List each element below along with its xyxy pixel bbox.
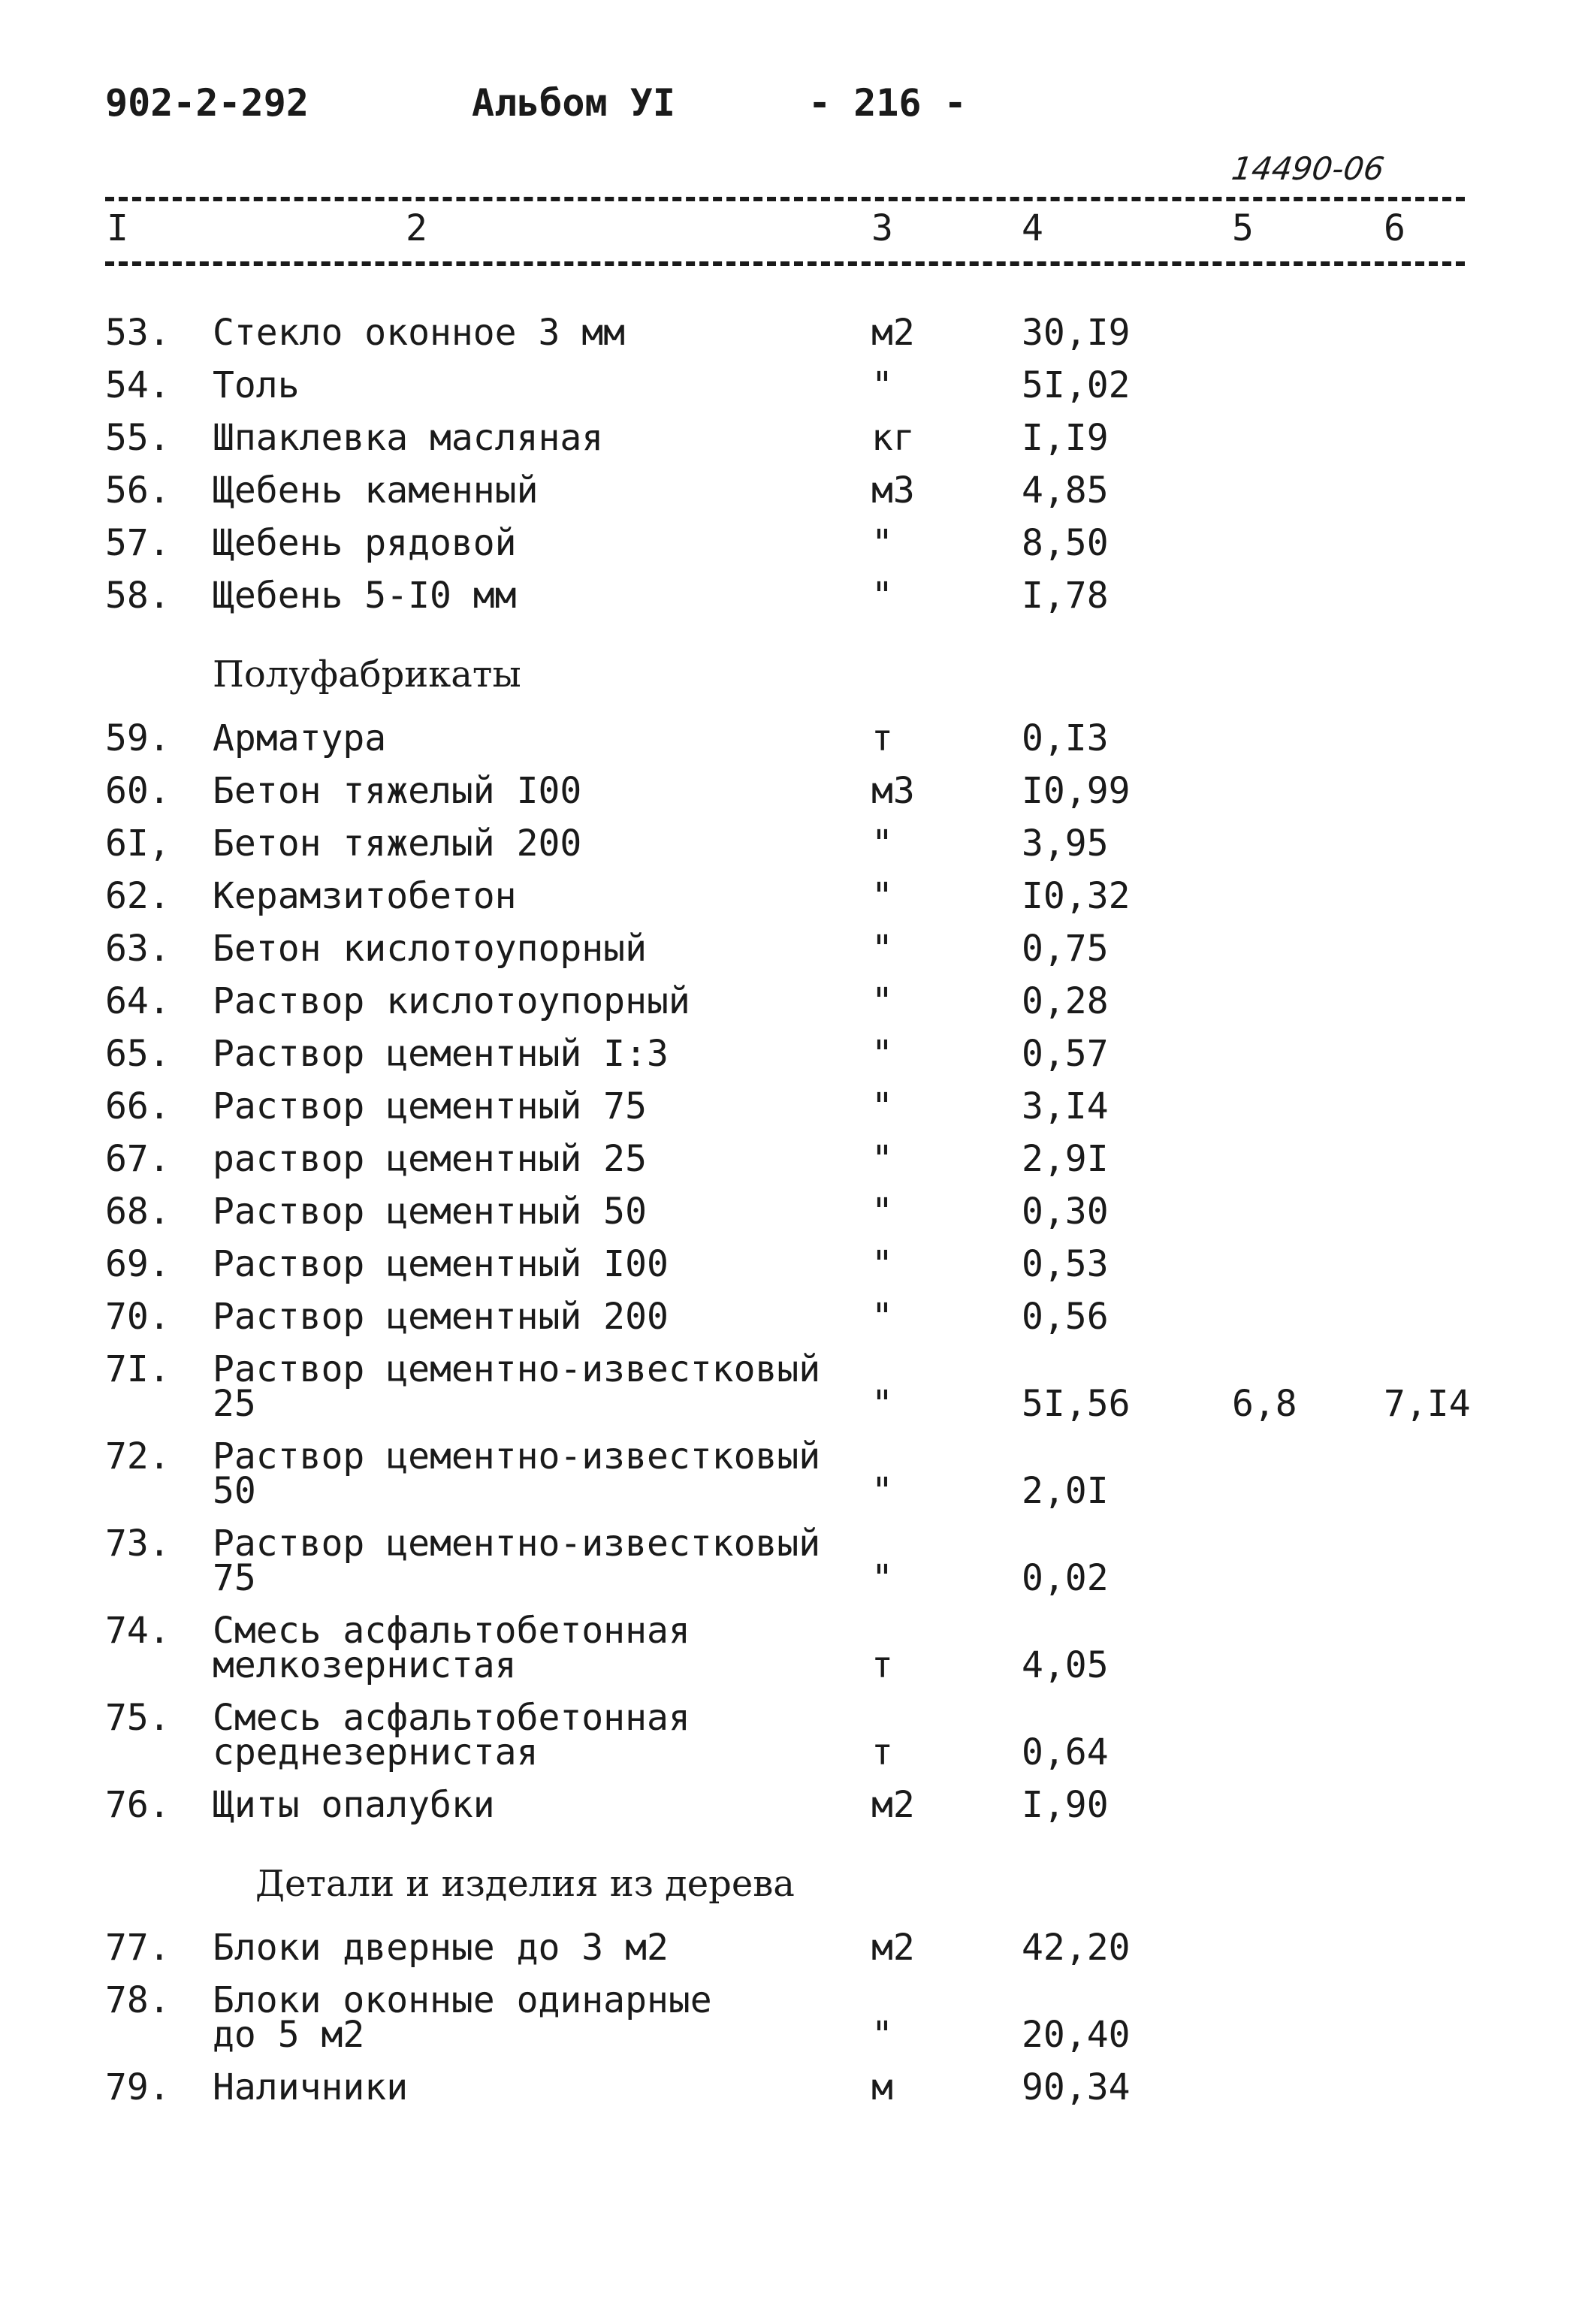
quantity-col4: 4,85 xyxy=(1022,469,1109,512)
unit-of-measure: т xyxy=(871,1644,893,1686)
unit-of-measure: " xyxy=(871,364,893,406)
item-name xyxy=(213,1927,859,1969)
quantity-col4: 20,40 xyxy=(1022,2014,1131,2056)
quantity-col4: 0,57 xyxy=(1022,1033,1109,1075)
quantity-col4: 30,I9 xyxy=(1022,312,1131,354)
item-name xyxy=(213,1523,859,1599)
column-header: 3 xyxy=(871,207,893,249)
unit-of-measure: м2 xyxy=(871,1784,915,1826)
item-name xyxy=(213,928,859,970)
quantity-col4: 42,20 xyxy=(1022,1927,1131,1969)
unit-of-measure: т xyxy=(871,1731,893,1773)
unit-of-measure: " xyxy=(871,928,893,970)
item-name-line: Раствор цементный 75 xyxy=(213,1085,647,1127)
item-name-line: Стекло оконное 3 мм xyxy=(213,312,626,354)
quantity-col5: 6,8 xyxy=(1232,1383,1297,1425)
item-name-line: Блоки дверные до 3 м2 xyxy=(213,1927,669,1969)
unit-of-measure: м2 xyxy=(871,1927,915,1969)
item-name-line: 50 xyxy=(213,1470,256,1512)
page-number: - 216 - xyxy=(808,81,967,125)
item-name xyxy=(213,770,859,812)
row-number: 77. xyxy=(105,1927,171,1969)
unit-of-measure: м2 xyxy=(871,312,915,354)
item-name-line: Раствор цементно-известковый xyxy=(213,1523,821,1565)
item-name-line: Раствор кислотоупорный xyxy=(213,980,690,1022)
item-name xyxy=(213,1296,859,1338)
row-number: 65. xyxy=(105,1033,171,1075)
unit-of-measure: " xyxy=(871,2014,893,2056)
album-label: Альбом УI xyxy=(472,81,675,125)
item-name-line: мелкозернистая xyxy=(213,1644,517,1686)
quantity-col4: I0,32 xyxy=(1022,875,1131,917)
item-name-line: Раствор цементно-известковый xyxy=(213,1435,821,1477)
quantity-col6: 7,I4 xyxy=(1384,1383,1471,1425)
item-name-line: Щиты опалубки xyxy=(213,1784,495,1826)
item-name xyxy=(213,417,859,459)
row-number: 6I, xyxy=(105,822,171,865)
row-number: 74. xyxy=(105,1610,171,1652)
quantity-col4: 2,0I xyxy=(1022,1470,1109,1512)
unit-of-measure: м3 xyxy=(871,469,915,512)
quantity-col4: 0,53 xyxy=(1022,1243,1109,1285)
row-number: 79. xyxy=(105,2066,171,2108)
item-name xyxy=(213,822,859,865)
row-number: 75. xyxy=(105,1697,171,1739)
quantity-col4: 0,I3 xyxy=(1022,717,1109,759)
unit-of-measure: м3 xyxy=(871,770,915,812)
unit-of-measure: м xyxy=(871,2066,893,2108)
item-name xyxy=(213,1784,859,1826)
unit-of-measure: " xyxy=(871,1243,893,1285)
row-number: 55. xyxy=(105,417,171,459)
unit-of-measure: кг xyxy=(871,417,915,459)
item-name xyxy=(213,1033,859,1075)
quantity-col4: 0,28 xyxy=(1022,980,1109,1022)
item-name xyxy=(213,469,859,512)
row-number: 57. xyxy=(105,522,171,564)
item-name xyxy=(213,1435,859,1512)
item-name-line: Толь xyxy=(213,364,300,406)
item-name-line: Бетон тяжелый 200 xyxy=(213,822,582,865)
quantity-col4: 3,95 xyxy=(1022,822,1109,865)
row-number: 76. xyxy=(105,1784,171,1826)
column-header: I xyxy=(107,207,128,249)
unit-of-measure: " xyxy=(871,822,893,865)
unit-of-measure: " xyxy=(871,875,893,917)
inventory-number: 14490-06 xyxy=(1229,150,1387,187)
unit-of-measure: " xyxy=(871,1138,893,1180)
row-number: 58. xyxy=(105,575,171,617)
quantity-col4: 8,50 xyxy=(1022,522,1109,564)
item-name-line: Щебень каменный xyxy=(213,469,539,512)
quantity-col4: 0,30 xyxy=(1022,1191,1109,1233)
item-name-line: Раствор цементный 50 xyxy=(213,1191,647,1233)
item-name-line: среднезернистая xyxy=(213,1731,539,1773)
item-name xyxy=(213,2066,859,2108)
item-name-line: Бетон кислотоупорный xyxy=(213,928,647,970)
item-name xyxy=(213,1085,859,1127)
item-name xyxy=(213,312,859,354)
item-name-line: Раствор цементный I00 xyxy=(213,1243,669,1285)
row-number: 70. xyxy=(105,1296,171,1338)
item-name-line: Раствор цементный I:3 xyxy=(213,1033,669,1075)
unit-of-measure: " xyxy=(871,1470,893,1512)
row-number: 68. xyxy=(105,1191,171,1233)
row-number: 78. xyxy=(105,1979,171,2021)
quantity-col4: I,78 xyxy=(1022,575,1109,617)
document-code: 902-2-292 xyxy=(105,81,309,125)
unit-of-measure: " xyxy=(871,1557,893,1599)
unit-of-measure: " xyxy=(871,1033,893,1075)
unit-of-measure: " xyxy=(871,980,893,1022)
item-name-line: Арматура xyxy=(213,717,387,759)
row-number: 60. xyxy=(105,770,171,812)
quantity-col4: 0,02 xyxy=(1022,1557,1109,1599)
item-name-line: раствор цементный 25 xyxy=(213,1138,647,1180)
unit-of-measure: " xyxy=(871,575,893,617)
row-number: 54. xyxy=(105,364,171,406)
row-number: 59. xyxy=(105,717,171,759)
row-number: 67. xyxy=(105,1138,171,1180)
item-name-line: Раствор цементно-известковый xyxy=(213,1348,821,1390)
row-number: 63. xyxy=(105,928,171,970)
item-name xyxy=(213,364,859,406)
column-header: 6 xyxy=(1384,207,1405,249)
item-name xyxy=(213,1243,859,1285)
row-number: 64. xyxy=(105,980,171,1022)
item-name-line: Блоки оконные одинарные xyxy=(213,1979,712,2021)
item-name-line: Шпаклевка масляная xyxy=(213,417,604,459)
item-name-line: 75 xyxy=(213,1557,256,1599)
quantity-col4: 90,34 xyxy=(1022,2066,1131,2108)
item-name-line: Смесь асфальтобетонная xyxy=(213,1697,690,1739)
unit-of-measure: " xyxy=(871,522,893,564)
quantity-col4: I0,99 xyxy=(1022,770,1131,812)
section-title: Детали и изделия из дерева xyxy=(255,1863,795,1905)
row-number: 62. xyxy=(105,875,171,917)
quantity-col4: I,90 xyxy=(1022,1784,1109,1826)
item-name xyxy=(213,1979,859,2056)
unit-of-measure: " xyxy=(871,1191,893,1233)
quantity-col4: 4,05 xyxy=(1022,1644,1109,1686)
item-name xyxy=(213,717,859,759)
item-name-line: Щебень 5-I0 мм xyxy=(213,575,517,617)
item-name-line: до 5 м2 xyxy=(213,2014,365,2056)
quantity-col4: 0,75 xyxy=(1022,928,1109,970)
row-number: 66. xyxy=(105,1085,171,1127)
section-title: Полуфабрикаты xyxy=(213,653,521,696)
item-name-line: Смесь асфальтобетонная xyxy=(213,1610,690,1652)
item-name-line: Раствор цементный 200 xyxy=(213,1296,669,1338)
item-name xyxy=(213,575,859,617)
quantity-col4: I,I9 xyxy=(1022,417,1109,459)
item-name xyxy=(213,875,859,917)
unit-of-measure: т xyxy=(871,717,893,759)
item-name xyxy=(213,1697,859,1773)
quantity-col4: 3,I4 xyxy=(1022,1085,1109,1127)
item-name xyxy=(213,1610,859,1686)
unit-of-measure: " xyxy=(871,1383,893,1425)
row-number: 69. xyxy=(105,1243,171,1285)
quantity-col4: 0,56 xyxy=(1022,1296,1109,1338)
item-name-line: Керамзитобетон xyxy=(213,875,517,917)
item-name xyxy=(213,1138,859,1180)
row-number: 53. xyxy=(105,312,171,354)
row-number: 73. xyxy=(105,1523,171,1565)
item-name-line: 25 xyxy=(213,1383,256,1425)
row-number: 7I. xyxy=(105,1348,171,1390)
item-name xyxy=(213,1191,859,1233)
item-name xyxy=(213,522,859,564)
unit-of-measure: " xyxy=(871,1085,893,1127)
quantity-col4: 0,64 xyxy=(1022,1731,1109,1773)
item-name-line: Щебень рядовой xyxy=(213,522,517,564)
column-header: 4 xyxy=(1022,207,1043,249)
unit-of-measure: " xyxy=(871,1296,893,1338)
item-name xyxy=(213,1348,859,1425)
item-name xyxy=(213,980,859,1022)
item-name-line: Бетон тяжелый I00 xyxy=(213,770,582,812)
row-number: 72. xyxy=(105,1435,171,1477)
quantity-col4: 2,9I xyxy=(1022,1138,1109,1180)
column-header: 2 xyxy=(406,207,427,249)
quantity-col4: 5I,02 xyxy=(1022,364,1131,406)
column-header: 5 xyxy=(1232,207,1254,249)
row-number: 56. xyxy=(105,469,171,512)
item-name-line: Наличники xyxy=(213,2066,409,2108)
quantity-col4: 5I,56 xyxy=(1022,1383,1131,1425)
